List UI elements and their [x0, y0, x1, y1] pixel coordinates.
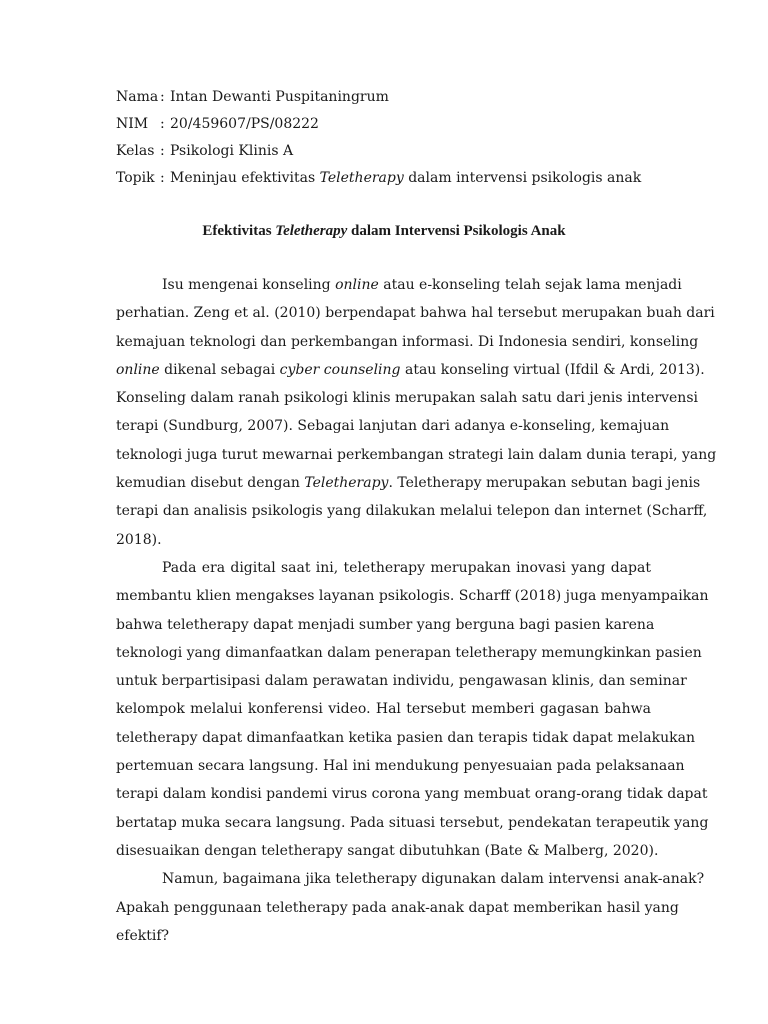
info-label: Topik: [116, 170, 155, 186]
text-line: membantu klien mengakses layanan psikologis. Scharff (2018) juga menyampaikan: [116, 588, 709, 605]
text-run: dikenal sebagai: [159, 361, 280, 378]
text-line: teletherapy dapat dimanfaatkan ketika pasien dan terapis tidak dapat melakukan: [116, 729, 695, 746]
text-run: kemudian disebut dengan: [116, 475, 305, 492]
text-line: Apakah penggunaan teletherapy pada anak-anak dapat memberikan hasil yang: [116, 899, 679, 916]
text-run: . Teletherapy merupakan sebutan bagi jenis: [388, 475, 701, 492]
topic-text: Meninjau efektivitas: [170, 170, 320, 186]
info-label: Nama: [116, 89, 159, 105]
text-line: kelompok melalui konferensi video. Hal tersebut memberi gagasan bahwa: [116, 701, 651, 718]
italic-run: cyber counseling: [279, 361, 401, 378]
title-italic: Teletherapy: [275, 223, 348, 239]
text-line: untuk berpartisipasi dalam perawatan individu, pengawasan klinis, dan seminar: [116, 673, 687, 690]
italic-run: online: [116, 361, 160, 378]
text-line: [116, 469, 701, 497]
text-line: teknologi yang dimanfaatkan dalam penerapan teletherapy memungkinkan pasien: [116, 644, 702, 661]
text-run: atau e-konseling telah sejak lama menjadi: [378, 277, 682, 293]
info-label: NIM: [116, 116, 149, 132]
info-row-topic: [116, 165, 641, 192]
info-value: Intan Dewanti Puspitaningrum: [170, 89, 389, 105]
text-line: 2018).: [116, 531, 162, 548]
text-line: kemajuan teknologi dan perkembangan informasi. Di Indonesia sendiri, konseling: [116, 333, 699, 350]
text-line: perhatian. Zeng et al. (2010) berpendapat bahwa hal tersebut merupakan buah dari: [116, 305, 715, 322]
text-line: teknologi juga turut mewarnai perkembangan strategi lain dalam dunia terapi, yang: [116, 446, 717, 463]
text-run: Isu mengenai konseling: [162, 277, 336, 293]
text-line: terapi (Sundburg, 2007). Sebagai lanjutan dari adanya e-konseling, kemajuan: [116, 418, 670, 435]
info-separator: :: [160, 143, 165, 159]
paragraph-2: [116, 554, 709, 865]
text-line: disesuaikan dengan teletherapy sangat dibutuhkan (Bate & Malberg, 2020).: [116, 842, 659, 859]
info-row-class: [116, 138, 641, 165]
info-separator: :: [160, 89, 165, 105]
italic-run: Teletherapy: [304, 475, 389, 492]
italic-run: online: [335, 277, 379, 293]
info-value: Psikologi Klinis A: [170, 143, 294, 159]
info-label: Kelas: [116, 143, 155, 159]
text-line: efektif?: [116, 927, 170, 944]
topic-italic: Teletherapy: [319, 170, 404, 186]
text-line: Namun, bagaimana jika teletherapy digunakan dalam intervensi anak-anak?: [162, 871, 705, 888]
info-value: 20/459607/PS/08222: [170, 116, 319, 132]
info-separator: :: [160, 116, 165, 132]
text-line: [116, 271, 682, 299]
paragraph-3: [116, 865, 705, 950]
title-text: dalam Intervensi Psikologis Anak: [347, 223, 566, 239]
info-value: [170, 165, 641, 192]
text-line: bahwa teletherapy dapat menjadi sumber yang berguna bagi pasien karena: [116, 616, 655, 633]
paragraph-1: [116, 271, 717, 554]
info-row-name: [116, 84, 641, 111]
text-run: atau konseling virtual (Ifdil & Ardi, 2013).: [400, 361, 705, 378]
title-text: Efektivitas: [202, 223, 276, 239]
info-separator: :: [160, 170, 165, 186]
student-info: [116, 84, 641, 192]
info-row-nim: [116, 111, 641, 138]
text-line: Konseling dalam ranah psikologi klinis merupakan salah satu dari jenis intervensi: [116, 390, 698, 407]
text-line: bertatap muka secara langsung. Pada situasi tersebut, pendekatan terapeutik yang: [116, 814, 709, 831]
text-line: Pada era digital saat ini, teletherapy merupakan inovasi yang dapat: [162, 559, 651, 576]
document-title: [0, 219, 768, 243]
text-line: pertemuan secara langsung. Hal ini mendukung penyesuaian pada pelaksanaan: [116, 758, 685, 775]
document-body: [116, 271, 717, 950]
text-line: terapi dalam kondisi pandemi virus corona yang membuat orang-orang tidak dapat: [116, 786, 708, 803]
text-line: terapi dan analisis psikologis yang dilakukan melalui telepon dan internet (Scharff,: [116, 503, 708, 520]
topic-text: dalam intervensi psikologis anak: [403, 170, 642, 186]
text-line: [116, 356, 705, 384]
